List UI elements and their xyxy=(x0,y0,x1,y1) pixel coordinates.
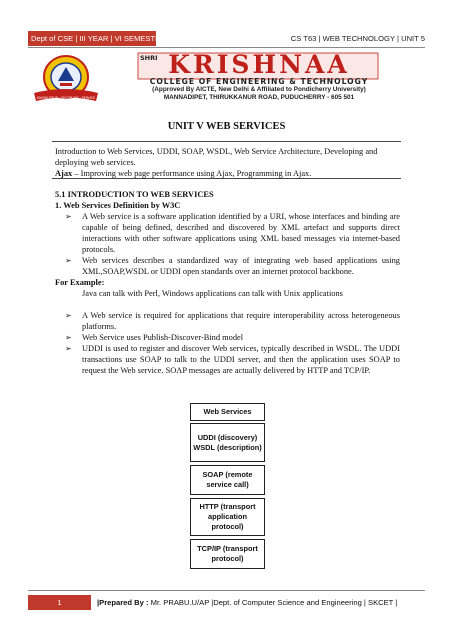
ajax-label: Ajax xyxy=(55,169,73,178)
example-text: Java can talk with Perl, Windows applications can talk with Unix applications xyxy=(82,289,343,298)
page-number: 1 xyxy=(28,595,91,610)
header-right-text: CS T63 | WEB TECHNOLOGY | UNIT 5 xyxy=(290,34,425,43)
college-subtitle: COLLEGE OF ENGINEERING & TECHNOLOGY xyxy=(149,77,369,86)
footer-divider xyxy=(28,590,425,591)
svg-text:SHRI: SHRI xyxy=(140,54,158,62)
college-name-text: KRISHNAA xyxy=(168,50,350,79)
section-subheading: 1. Web Services Definition by W3C xyxy=(55,201,181,210)
arrow-bullet-icon: ➢ xyxy=(65,344,72,353)
features-list xyxy=(55,310,400,376)
header-left-tag: Dept of CSE | III YEAR | VI SEMESTER xyxy=(28,31,156,46)
header-divider xyxy=(28,47,425,48)
arrow-bullet-icon: ➢ xyxy=(65,256,72,265)
college-seal-logo xyxy=(32,55,100,103)
section-heading: 5.1 INTRODUCTION TO WEB SERVICES xyxy=(55,190,214,199)
list-item: ➢ A Web service is required for applications that require interoperability across heterogeneous platforms. xyxy=(65,311,400,331)
list-item: ➢ UDDI is used to register and discover Web services, typically described in WSDL. The UDDI transactions use SOAP to talk to the UDDI server, and then the application uses SOAP to request the Web service. SOAP messages are actually delivered by HTTP and TCP/IP. xyxy=(65,344,400,375)
intro-ajax xyxy=(55,168,400,179)
list-item: ➢ Web Service uses Publish-Discover-Bind model xyxy=(65,333,244,342)
diagram-box-soap: SOAP (remote service call) xyxy=(190,465,265,495)
diagram-box-uddi-wsdl: UDDI (discovery) WSDL (description) xyxy=(190,423,265,462)
college-approval: (Approved By AICTE, New Delhi & Affiliated to Pondicherry University) xyxy=(152,86,366,93)
diagram-box-tcpip: TCP/IP (transport protocol) xyxy=(190,539,265,569)
college-address: MANNADIPET, THIRUKKANUR ROAD, PUDUCHERRY - 605 501 xyxy=(163,94,355,101)
arrow-bullet-icon: ➢ xyxy=(65,212,72,221)
page-title: UNIT V WEB SERVICES xyxy=(167,121,286,132)
intro-text xyxy=(55,146,400,179)
intro-topics: Introduction to Web Services, UDDI, SOAP, WSDL, Web Service Architecture, Developing and deploying web services. xyxy=(55,147,378,167)
svg-text:KNOWLEDGE · DISCIPLINE · SERVI: KNOWLEDGE · DISCIPLINE · SERVICE xyxy=(37,96,95,100)
diagram-box-web-services: Web Services xyxy=(190,403,265,421)
footer-text xyxy=(97,595,397,610)
arrow-bullet-icon: ➢ xyxy=(65,333,72,342)
ajax-text: – Improving web page performance using Ajax, Programming in Ajax. xyxy=(72,169,312,178)
footer-prepared-rest: Mr. PRABU.U/AP |Dept. of Computer Science and Engineering | SKCET | xyxy=(148,598,398,607)
list-item: ➢ Web services describes a standardized way of integrating web based applications using XML,SOAP,WSDL or UDDI open standards over an internet protocol backbone. xyxy=(65,256,400,276)
list-item: ➢ A Web service is a software application identified by a URI, whose interfaces and binding are capable of being defined, described and discovered by XML artefact and supports direct interactions with other software applications using XML based messages via internet-based protocols. xyxy=(65,212,400,254)
diagram-box-http: HTTP (transport application protocol) xyxy=(190,498,265,536)
arrow-bullet-icon: ➢ xyxy=(65,311,72,320)
section-intro xyxy=(55,189,400,376)
definition-list xyxy=(55,211,400,277)
example-label: For Example: xyxy=(55,278,105,287)
footer-prepared-label: |Prepared By : xyxy=(97,598,149,607)
